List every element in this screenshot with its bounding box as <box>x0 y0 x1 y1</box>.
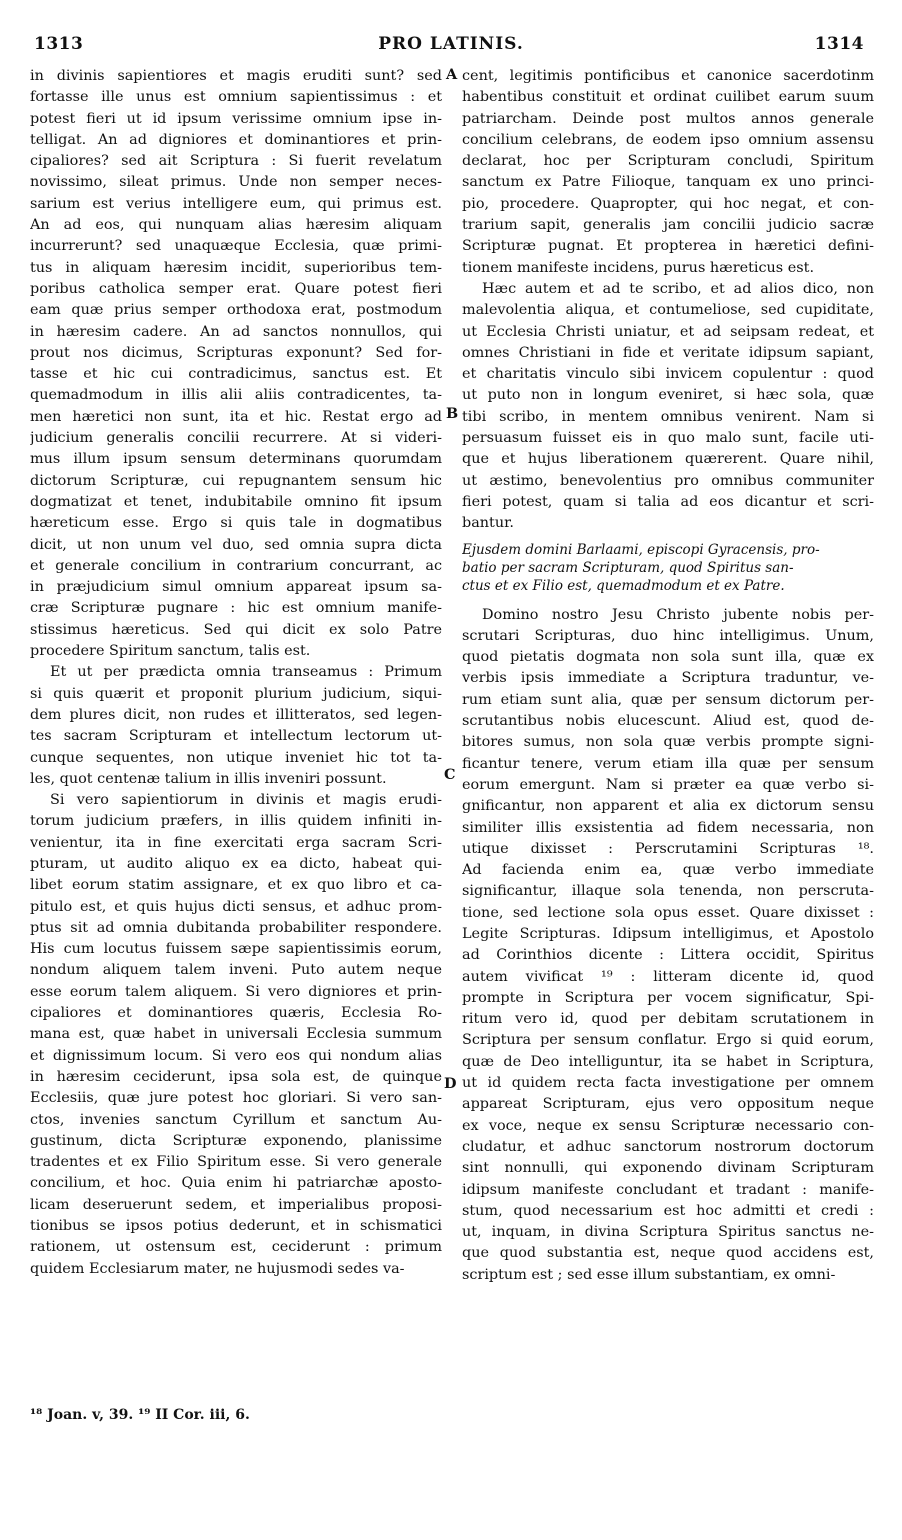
margin-marker-a: A <box>446 66 458 83</box>
text-line: eam quæ prius semper orthodoxa erat, postmodum <box>30 302 442 319</box>
section-heading <box>462 541 874 595</box>
footnotes: ¹⁸ Joan. v, 39. ¹⁹ II Cor. iii, 6. <box>30 1407 250 1423</box>
text-line: ut æstimo, benevolentius pro omnibus communiter <box>462 472 874 489</box>
text-line: malevolentia aliqua, et contumeliose, sed cupiditate, <box>462 302 874 319</box>
text-line: autem vivificat ¹⁹ : litteram dicente id, quod <box>462 968 874 985</box>
text-line: sint nonnulli, qui exponendo divinam Scripturam <box>462 1160 874 1177</box>
text-line: An ad eos, qui nunquam alias hæresim aliquam <box>30 217 442 234</box>
text-line: Scriptura per sensum conflatur. Ergo si quid eorum, <box>462 1032 874 1049</box>
right-column <box>462 66 874 1286</box>
text-line: poribus catholica semper erat. Quare potest fieri <box>30 280 442 297</box>
text-line: que et hujus liberationem quærerent. Quare nihil, <box>462 451 874 468</box>
left-paragraph-3 <box>30 790 442 1280</box>
text-line: quod pietatis dogmata non sola sunt illa, quæ ex <box>462 649 874 666</box>
text-line: in præjudicium simul omnium appareat ipsum sa- <box>30 579 442 596</box>
text-line: patriarcham. Deinde post multos annos generale <box>462 110 874 127</box>
text-line: idipsum manifeste concludant et tradant : manife- <box>462 1181 874 1198</box>
text-line: judicium generalis concilii recurrere. At si videri- <box>30 430 442 447</box>
text-line: potest fieri ut id ipsum verissime omnium ipse in- <box>30 110 442 127</box>
text-line: rationem, ut ostensum est, ceciderunt : primum <box>30 1239 442 1256</box>
text-line: Et ut per prædicta omnia transeamus : Primum <box>50 664 442 681</box>
text-line: et generale concilium in contrarium concurrant, ac <box>30 557 442 574</box>
text-line: declarat, hoc per Scripturam concludi, Spiritum <box>462 153 874 170</box>
text-line: Ad facienda enim ea, quæ verbo immediate <box>462 862 874 879</box>
text-line: bitores sumus, non sola quæ verbis prompte signi- <box>462 734 874 751</box>
text-line: Ecclesiis, quæ jure potest hoc gloriari. Si vero san- <box>30 1090 442 1107</box>
text-line: verbis ipsis immediate a Scriptura traduntur, ve- <box>462 670 874 687</box>
text-line: gustinum, dicta Scripturæ exponendo, planissime <box>30 1132 442 1149</box>
text-line: scrutari Scripturas, duo hinc intelligimus. Unum, <box>462 627 874 644</box>
text-line: Domino nostro Jesu Christo jubente nobis per- <box>482 606 874 623</box>
text-line: hæreticum esse. Ergo si quis tale in dogmatibus <box>30 515 442 532</box>
text-line: quidem Ecclesiarum mater, ne hujusmodi sedes va- <box>30 1260 405 1277</box>
text-line: pio, procedere. Quapropter, qui hoc negat, et con- <box>462 195 874 212</box>
text-line: tibi scribo, in mentem omnibus venirent. Nam si <box>462 408 874 425</box>
text-line: licam deseruerunt sedem, et imperialibus proposi- <box>30 1196 442 1213</box>
text-line: venientur, ita in fine exercitati erga sacram Scri- <box>30 834 442 851</box>
text-line: scriptum est ; sed esse illum substantiam, ex omni- <box>462 1266 836 1283</box>
text-line: cipaliores? sed ait Scriptura : Si fuerit revelatum <box>30 153 442 170</box>
text-line: esse eorum talem aliquem. Si vero digniores et prin- <box>30 983 442 1000</box>
text-line: ex voce, neque ex sensu Scripturæ necessario con- <box>462 1117 874 1134</box>
text-line: mus illum ipsum sensum determinans quorumdam <box>30 451 442 468</box>
text-line: prompte in Scriptura per vocem significatur, Spi- <box>462 989 874 1006</box>
right-paragraph-3 <box>462 605 874 1287</box>
text-line: His cum locutus fuissem sæpe sapientissimis eorum, <box>30 941 442 958</box>
text-line: ritum vero id, quod per debitam scrutationem in <box>462 1011 874 1028</box>
right-paragraph-1 <box>462 66 874 279</box>
text-line: mana est, quæ habet in universali Ecclesia summum <box>30 1026 442 1043</box>
text-line: tione, sed lectione sola opus esset. Quare dixisset : <box>462 904 874 921</box>
text-line: ctos, invenies sanctum Cyrillum et sanctum Au- <box>30 1111 442 1128</box>
text-line: cludatur, et adhuc sanctorum nostrorum doctorum <box>462 1138 874 1155</box>
text-line: sarium est verius intelligere eum, qui primus est. <box>30 195 442 212</box>
text-line: que quod substantia est, neque quod accidens est, <box>462 1245 874 1262</box>
text-line: batio per sacram Scripturam, quod Spiritus san- <box>462 559 794 576</box>
text-line: ad Corinthios dicente : Littera occidit, Spiritus <box>462 947 874 964</box>
page-number-right: 1314 <box>814 34 864 54</box>
text-line: procedere Spiritum sanctum, talis est. <box>30 643 311 660</box>
text-line: ut id quidem recta facta investigatione per omnem <box>462 1075 874 1092</box>
text-line: utique dixisset : Perscrutamini Scripturas ¹⁸. <box>462 840 874 857</box>
text-line: appareat Scripturam, ejus vero oppositum neque <box>462 1096 874 1113</box>
text-line: ptus sit ad omnia dubitanda probabiliter respondere. <box>30 919 442 936</box>
text-line: persuasum fuisset eis in quo malo sunt, facile uti- <box>462 430 874 447</box>
text-line: ut Ecclesia Christi uniatur, et ad seipsam redeat, et <box>462 323 874 340</box>
text-line: ctus et ex Filio est, quemadmodum et ex Patre. <box>462 577 785 594</box>
text-line: dicit, ut non unum vel duo, sed omnia supra dicta <box>30 536 442 553</box>
right-paragraph-2 <box>462 279 874 535</box>
text-line: sanctum ex Patre Filioque, tanquam ex uno princi- <box>462 174 874 191</box>
text-line: Legite Scripturas. Idipsum intelligimus, et Apostolo <box>462 925 874 942</box>
text-line: novissimo, sileat primus. Unde non semper neces- <box>30 174 442 191</box>
text-line: Ejusdem domini Barlaami, episcopi Gyracensis, pro- <box>462 541 820 558</box>
text-line: tes sacram Scripturam et intellectum lectorum ut- <box>30 728 442 745</box>
text-line: fieri potest, quam si talia ad eos dicantur et scri- <box>462 493 874 510</box>
text-line: bantur. <box>462 515 514 532</box>
text-line: men hæretici non sunt, ita et hic. Restat ergo ad <box>30 408 442 425</box>
margin-marker-d: D <box>444 1075 457 1092</box>
text-line: dem plures dicit, non rudes et illitteratos, sed legen- <box>30 706 442 723</box>
left-paragraph-2 <box>30 662 442 790</box>
text-line: cent, legitimis pontificibus et canonice sacerdotinm <box>462 68 874 84</box>
text-line: dictorum Scripturæ, cui repugnantem sensum hic <box>30 472 442 489</box>
text-line: nondum aliquem talem inveni. Puto autem neque <box>30 962 442 979</box>
text-line: significantur, illaque sola tenenda, non perscruta- <box>462 883 874 900</box>
text-line: quæ de Deo intelliguntur, ita se habet in Scriptura, <box>462 1053 874 1070</box>
margin-marker-c: C <box>444 766 456 783</box>
text-line: habentibus constituit et ordinat cuilibet earum suum <box>462 89 874 106</box>
text-line: et charitatis vinculo sibi invicem copulentur : quod <box>462 366 874 383</box>
text-line: stum, quod necessarium est hoc admitti et credi : <box>462 1202 874 1219</box>
text-line: fortasse ille unus est omnium sapientissimus : et <box>30 89 442 106</box>
text-line: ficantur tenere, verum etiam illa quæ per sensum <box>462 755 874 772</box>
running-title: PRO LATINIS. <box>378 34 524 54</box>
text-line: eorum emergunt. Nam si præter ea quæ verbo si- <box>462 776 874 793</box>
text-line: ut, inquam, in divina Scriptura Spiritus sanctus ne- <box>462 1224 874 1241</box>
text-line: tionem manifeste incidens, purus hæreticus est. <box>462 259 815 276</box>
text-line: tradentes et ex Filio Spiritum esse. Si vero generale <box>30 1154 442 1171</box>
text-line: les, quot centenæ talium in illis inveniri possunt. <box>30 770 387 787</box>
text-line: incurrerunt? sed unaquæque Ecclesia, quæ primi- <box>30 238 442 255</box>
text-line: stissimus hæreticus. Sed qui dicit ex solo Patre <box>30 621 442 638</box>
text-line: et dignissimum locum. Si vero eos qui nondum alias <box>30 1047 442 1064</box>
text-line: ut puto non in longum eveniret, si hæc sola, quæ <box>462 387 874 404</box>
text-line: in hæresim ceciderunt, ipsa sola est, de quinque <box>30 1068 442 1085</box>
text-line: libet eorum statim assignare, et ex quo libro et ca- <box>30 877 442 894</box>
text-line: cræ Scripturæ pugnare : hic est omnium manife- <box>30 600 442 617</box>
text-line: tasse et hic cui contradicimus, sanctus est. Et <box>30 366 442 383</box>
left-column <box>30 66 442 1280</box>
text-line: quemadmodum in illis alii aliis contradicentes, ta- <box>30 387 442 404</box>
text-line: in divinis sapientiores et magis eruditi sunt? sed <box>30 68 442 84</box>
text-line: in hæresim cadere. An ad sanctos nonnullos, qui <box>30 323 442 340</box>
text-line: omnes Christiani in fide et veritate idipsum sapiant, <box>462 344 874 361</box>
left-paragraph-1 <box>30 66 442 662</box>
text-line: Si vero sapientiorum in divinis et magis erudi- <box>50 792 442 809</box>
text-line: gnificantur, non apparent et alia ex dictorum sensu <box>462 798 874 815</box>
text-line: prout nos dicimus, Scripturas exponunt? Sed for- <box>30 344 442 361</box>
text-line: cunque sequentes, non utique inveniet hic tot ta- <box>30 749 442 766</box>
text-line: tus in aliquam hæresim incidit, superioribus tem- <box>30 259 442 276</box>
text-line: concilium, et hoc. Quia enim hi patriarchæ aposto- <box>30 1175 442 1192</box>
text-line: pturam, ut audito aliquo ex ea dicto, habeat qui- <box>30 855 442 872</box>
text-line: scrutantibus nobis elucescunt. Aliud est, quod de- <box>462 713 874 730</box>
text-line: si quis quærit et proponit plurium judicium, siqui- <box>30 685 442 702</box>
page-number-left: 1313 <box>34 34 84 54</box>
text-line: trarium sapit, generalis jam concilii judicio sacræ <box>462 217 874 234</box>
text-line: pitulo est, et quis hujus dicti sensus, et adhuc prom- <box>30 898 442 915</box>
margin-marker-b: B <box>446 405 459 422</box>
text-line: dogmatizat et tenet, indubitabile omnino fit ipsum <box>30 493 442 510</box>
text-line: similiter illis exsistentia ad fidem necessaria, non <box>462 819 874 836</box>
text-line: Scripturæ pugnat. Et propterea in hæretici defini- <box>462 238 874 255</box>
text-line: torum judicium præfers, in illis quidem infiniti in- <box>30 813 442 830</box>
text-line: cipaliores et dominantiores quæris, Ecclesia Ro- <box>30 1005 442 1022</box>
text-line: concilium celebrans, de eodem ipso omnium assensu <box>462 131 874 148</box>
text-line: tionibus se ipsos potius dederunt, et in schismatici <box>30 1218 442 1235</box>
text-line: rum etiam sunt alia, quæ per sensum dictorum per- <box>462 691 874 708</box>
text-line: telligat. An ad digniores et dominantiores et prin- <box>30 131 442 148</box>
text-line: Hæc autem et ad te scribo, et ad alios dico, non <box>482 280 874 297</box>
